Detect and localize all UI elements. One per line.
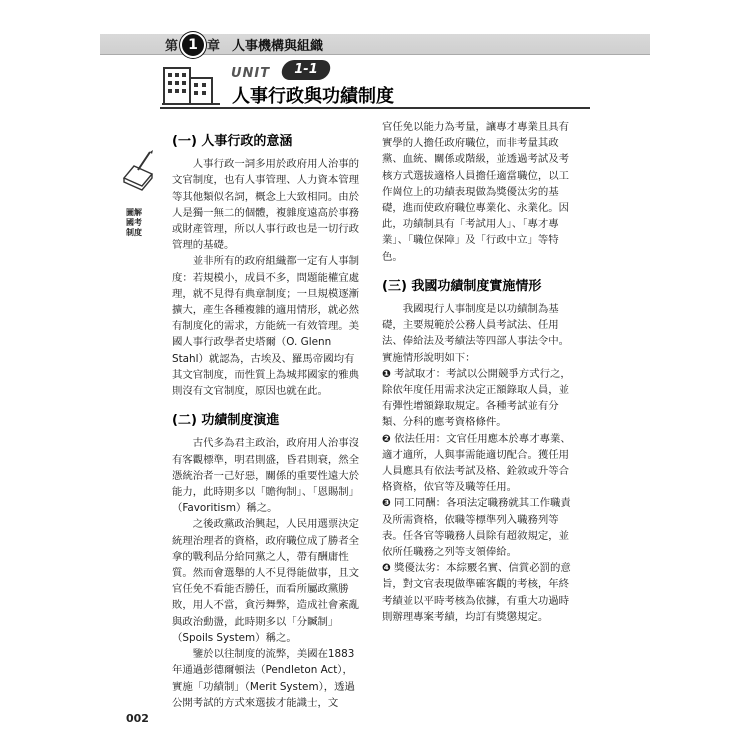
list-item-text: 考試取才：考試以公開競爭方式行之，除依年度任用需求決定正額錄取人員，並有彈性增額錄取規定。各種考試並有分類、分科的應考資格條件。 bbox=[382, 367, 571, 429]
bullet-marker: ❸ bbox=[382, 497, 391, 510]
list-item bbox=[382, 366, 572, 431]
paragraph: 古代多為君主政治，政府用人治事沒有客觀標準，明君則盛，昏君則衰，然全憑統治者一己好惡，關係的重要性遠大於能力，此時期多以「贍徇制」、「恩賜制」（Favoritism）稱之。 bbox=[172, 437, 360, 515]
paragraph: 我國現行人事制度是以功績制為基礎，主要規範於公務人員考試法、任用法、俸給法及考績法等四部人事法令中。實施情形說明如下： bbox=[382, 303, 570, 364]
paragraph: 鑒於以往制度的流弊，美國在1883年通過彭德爾頓法（Pendleton Act），實施「功績制」（Merit System），透過公開考試的方式來選拔才能識士，文 bbox=[172, 648, 355, 709]
section-heading-3: (三) 我國功績制度實施情形 bbox=[382, 278, 542, 294]
unit-number: 1-1 bbox=[294, 62, 318, 77]
list-item bbox=[382, 560, 572, 625]
list-item-text: 依法任用：文官任用應本於專才專業、適才適所，人與事需能適切配合。獲任用人員應具有依法考試及格、銓敘或升等合格資格，依官等及職等任用。 bbox=[382, 432, 571, 494]
paragraph: 之後政黨政治興起，人民用選票決定統理治理者的資格，政府職位成了勝者全拿的戰利品分給同黨之人，帶有酬庸性質。然而會選舉的人不見得能做事，且文官任免不看能否勝任，而看所屬政黨勝敗，用人不當，貪污舞弊，造成社會紊亂與政治動盪，此時期多以「分贓制」（Spoils System）稱之。 bbox=[172, 518, 360, 644]
side-tab-label: 圖解國考制度 bbox=[126, 208, 142, 237]
right-column bbox=[382, 119, 572, 625]
left-column bbox=[172, 134, 362, 711]
chapter-number-badge: 1 bbox=[180, 32, 206, 58]
chapter-title: 人事機構與組織 bbox=[232, 39, 324, 54]
bullet-marker: ❹ bbox=[382, 562, 391, 575]
page-number: 002 bbox=[126, 712, 149, 725]
section-heading-2: (二) 功績制度演進 bbox=[172, 413, 280, 429]
unit-label: UNIT bbox=[231, 66, 271, 81]
list-item-text: 同工同酬：各項法定職務就其工作職責及所需資格，依職等標準列入職務列等表。任各官等職務人員除有超敘規定，並依所任職務之列等支領俸給。 bbox=[382, 497, 571, 559]
list-item bbox=[382, 495, 572, 560]
paragraph: 官任免以能力為考量，讓專才專業且具有實學的人擔任政府職位，而非考量其政黨、血統、關係或階級，並透過考試及考核方式選拔適格人員擔任適當職位，以工作崗位上的功績表現做為獎優汰劣的基礎，進而使政府職位專業化、永業化。因此，功績制具有「考試用人」、「專才專業」、「職位保障」及「行政中立」等特色。 bbox=[382, 121, 570, 263]
unit-title: 人事行政與功績制度 bbox=[232, 86, 394, 107]
notebook-pencil-icon bbox=[120, 148, 156, 198]
paragraph: 人事行政一詞多用於政府用人治事的文官制度，也有人事管理、人力資本管理等其他類似名詞，概念上大致相同。由於人是獨一無二的個體，複雜度遠高於事務或財產管理，所以人事行政也是一切行政管理的基礎。 bbox=[172, 158, 360, 252]
paragraph: 並非所有的政府組織都一定有人事制度：若規模小，成員不多，問題能權宜處理，就不見得有典章制度；一旦規模逐漸擴大，產生各種複雜的適用情形，就必然有制度化的需求，方能統一有效管理。美國人事行政學者史塔爾（O. Glenn Stahl）就認為，古埃及、羅馬帝國均有其文官制度，而性質上為城邦國家的雅典則沒有文官制度，原因也就在此。 bbox=[172, 255, 360, 398]
chapter-suffix: 章 bbox=[207, 39, 221, 54]
list-item-text: 獎優汰劣：本綜覈名實、信賞必罰的意旨，對文官表現做準確客觀的考核，年終考績並以平時考核為依據，有重大功過時則辦理專案考績，均訂有獎懲規定。 bbox=[382, 562, 571, 623]
chapter-prefix: 第 bbox=[165, 39, 179, 54]
building-icon bbox=[162, 62, 222, 106]
bullet-marker: ❶ bbox=[382, 367, 391, 380]
title-divider bbox=[160, 107, 590, 109]
section-heading-1: (一) 人事行政的意涵 bbox=[172, 134, 293, 149]
list-item bbox=[382, 431, 572, 496]
unit-number-badge bbox=[280, 60, 332, 80]
bullet-marker: ❷ bbox=[382, 432, 391, 445]
